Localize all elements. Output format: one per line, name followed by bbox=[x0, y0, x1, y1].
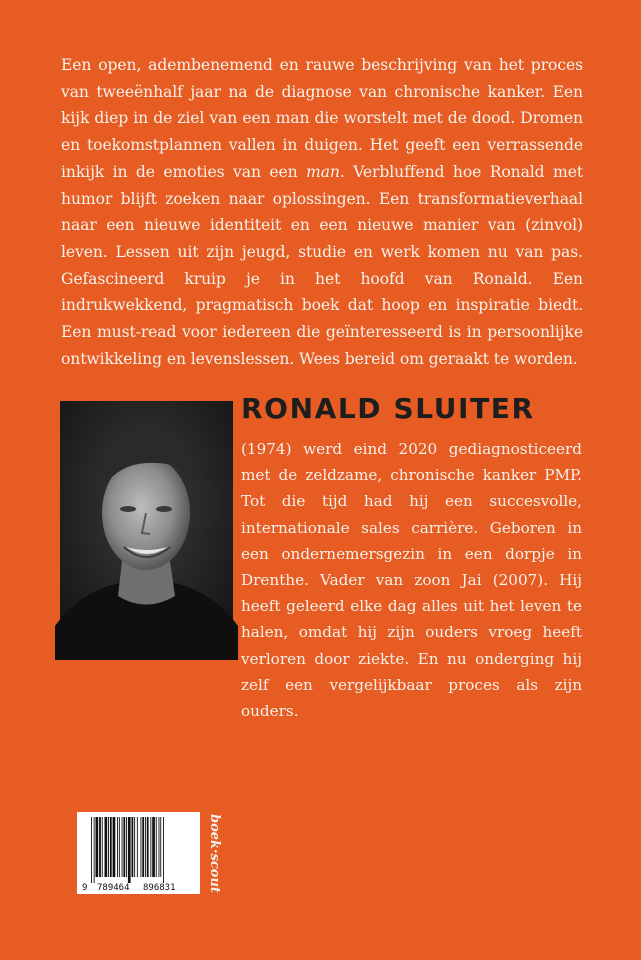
barcode-bar bbox=[137, 817, 138, 877]
barcode-bar bbox=[163, 817, 164, 883]
barcode-bar bbox=[119, 817, 120, 877]
barcode-bar bbox=[160, 817, 161, 877]
barcode-bar bbox=[99, 817, 101, 877]
barcode-bar bbox=[91, 817, 92, 883]
blurb-text-1: Een open, adembenemend en rauwe beschrijving van het proces van tweeënhalf jaar na de diagnose van chronische kanker. Een kijk diep in de ziel van een man die worstelt met de dood. Dromen en toekomstplannen vallen in duigen. Het geeft een verrassende inkijk in de emoties van een bbox=[61, 56, 583, 181]
portrait-photo-icon bbox=[60, 401, 233, 660]
barcode-bar bbox=[145, 817, 146, 877]
isbn-barcode-icon bbox=[77, 812, 200, 894]
barcode-bar bbox=[147, 817, 149, 877]
barcode-bar bbox=[94, 817, 95, 883]
barcode-bar bbox=[113, 817, 116, 877]
back-cover-blurb bbox=[61, 52, 583, 372]
barcode-bar bbox=[134, 817, 135, 877]
barcode-bar bbox=[152, 817, 155, 877]
barcode-left-digits: 789464 bbox=[97, 883, 130, 893]
author-photo bbox=[60, 401, 233, 660]
barcode-bar bbox=[122, 817, 123, 877]
barcode-bar bbox=[96, 817, 99, 877]
author-name: RONALD SLUITER bbox=[241, 392, 535, 425]
barcode-bar bbox=[150, 817, 151, 877]
publisher-logo bbox=[199, 812, 222, 896]
barcode-right-digits: 896831 bbox=[143, 883, 176, 893]
author-bio: (1974) werd eind 2020 gediagnosticeerd met de zeldzame, chronische kanker PMP. Tot die tijd had hij een succesvolle, internationale sales carrière. Geboren in een ondernemersgezin in een dorpje in Drenthe. Vader van zoon Jai (2007). Hij heeft geleerd elke dag alles uit het leven te halen, omdat hij zijn ouders vroeg heeft verloren door ziekte. En nu onderging hij zelf een vergelijkbaar proces als zijn ouders. bbox=[241, 440, 582, 721]
barcode-bar bbox=[159, 817, 160, 877]
barcode bbox=[77, 812, 200, 894]
barcode-bar bbox=[128, 817, 131, 883]
barcode-lead-digit: 9 bbox=[82, 883, 88, 893]
barcode-bar bbox=[108, 817, 109, 877]
barcode-bar bbox=[126, 817, 127, 877]
blurb-emphasis: man bbox=[306, 162, 340, 181]
barcode-bar bbox=[123, 817, 125, 877]
barcode-bar bbox=[142, 817, 144, 877]
publisher-name: boek·scout bbox=[207, 814, 222, 893]
barcode-bar bbox=[117, 817, 118, 877]
barcode-bar bbox=[141, 817, 142, 877]
blurb-text-2: . Verbluffend hoe Ronald met humor blijft zoeken naar oplossingen. Een transformatieverhaal naar een nieuwe identiteit en een nieuwe manier van (zinvol) leven. Lessen uit zijn jeugd, studie en werk komen nu van pas. Gefascineerd kruip je in het hoofd van Ronald. Een indrukwekkend, pragmatisch boek dat hoop en inspiratie biedt. Een must-read voor iedereen die geïnteresseerd is in persoonlijke ontwikkeling en levenslessen. Wees bereid om geraakt te worden. bbox=[61, 162, 584, 368]
barcode-bar bbox=[132, 817, 134, 877]
barcode-bar bbox=[105, 817, 108, 877]
barcode-bar bbox=[110, 817, 112, 877]
barcode-bar bbox=[156, 817, 157, 877]
barcode-bar bbox=[102, 817, 103, 877]
